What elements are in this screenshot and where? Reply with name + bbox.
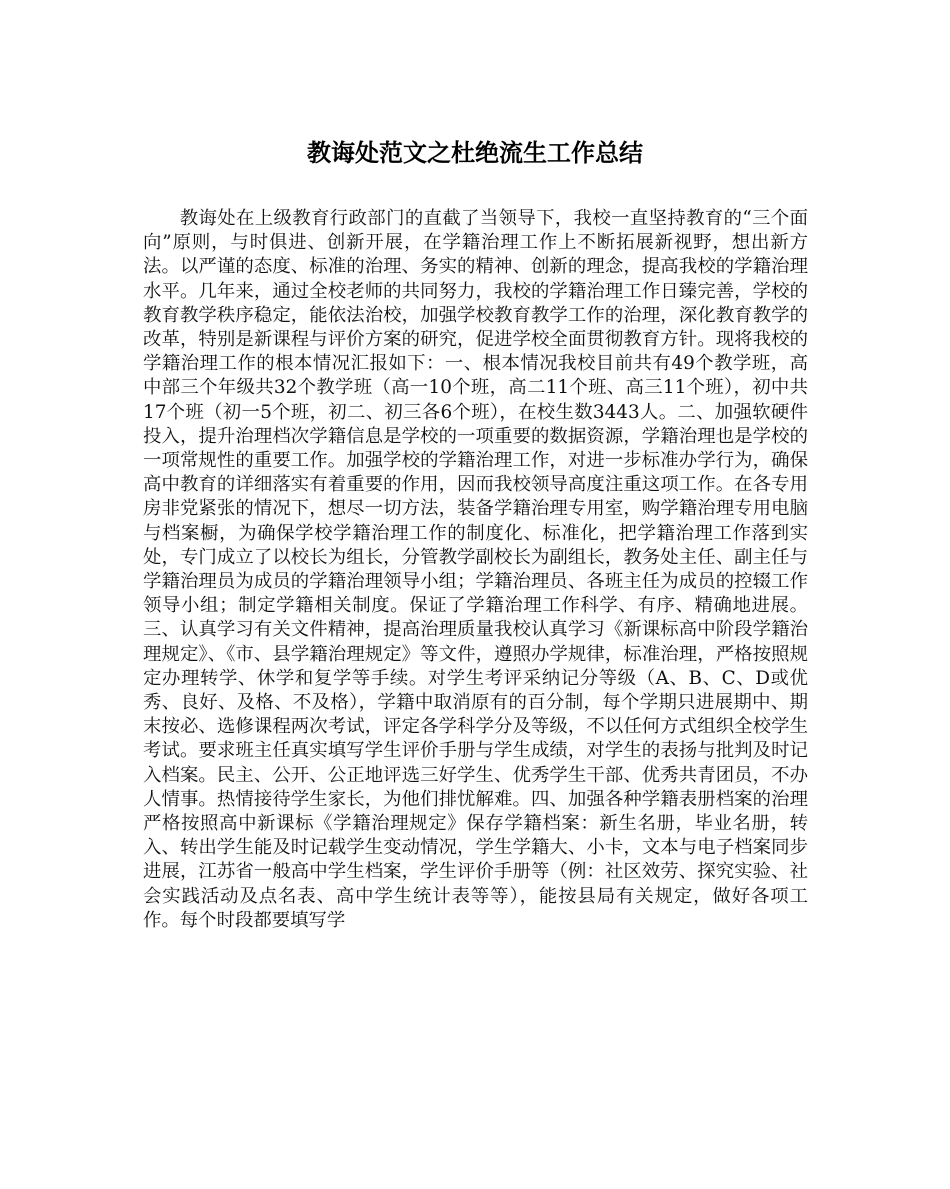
- document-title: 教诲处范文之杜绝流生工作总结: [307, 138, 643, 167]
- document-body-paragraph: 教诲处在上级教育行政部门的直截了当领导下，我校一直坚持教育的“三个面向”原则，与时俱进、创新开展，在学籍治理工作上不断拓展新视野，想出新方法。以严谨的态度、标准的治理、务实的精神、创新的理念，提高我校的学籍治理水平。几年来，通过全校老师的共同努力，我校的学籍治理工作日臻完善，学校的教育教学秩序稳定，能依法治校，加强学校教育教学工作的治理，深化教育教学的改革，特别是新课程与评价方案的研究，促进学校全面贯彻教育方针。现将我校的学籍治理工作的根本情况汇报如下：一、根本情况我校目前共有49个教学班，高中部三个年级共32个教学班（高一10个班，高二11个班、高三11个班），初中共17个班（初一5个班，初二、初三各6个班），在校生数3443人。二、加强软硬件投入，提升治理档次学籍信息是学校的一项重要的数据资源，学籍治理也是学校的一项常规性的重要工作。加强学校的学籍治理工作，对进一步标准办学行为，确保高中教育的详细落实有着重要的作用，因而我校领导高度注重这项工作。在各专用房非党紧张的情况下，想尽一切方法，装备学籍治理专用室，购学籍治理专用电脑与档案橱，为确保学校学籍治理工作的制度化、标准化，把学籍治理工作落到实处，专门成立了以校长为组长，分管教学副校长为副组长，教务处主任、副主任与学籍治理员为成员的学籍治理领导小组；学籍治理员、各班主任为成员的控辍工作领导小组；制定学籍相关制度。保证了学籍治理工作科学、有序、精确地进展。三、认真学习有关文件精神，提高治理质量我校认真学习《新课标高中阶段学籍治理规定》、《市、县学籍治理规定》等文件，遵照办学规律，标准治理，严格按照规定办理转学、休学和复学等手续。对学生考评采纳记分等级（A、B、C、D或优秀、良好、及格、不及格），学籍中取消原有的百分制，每个学期只进展期中、期末按必、选修课程两次考试，评定各学科学分及等级，不以任何方式组织全校学生考试。要求班主任真实填写学生评价手册与学生成绩，对学生的表扬与批判及时记入档案。民主、公开、公正地评选三好学生、优秀学生干部、优秀共青团员，不办人情事。热情接待学生家长，为他们排忧解难。四、加强各种学籍表册档案的治理严格按照高中新课标《学籍治理规定》保存学籍档案：新生名册，毕业名册，转入、转出学生能及时记载学生变动情况，学生学籍大、小卡，文本与电子档案同步进展，江苏省一般高中学生档案，学生评价手册等（例：社区效劳、探究实验、社会实践活动及点名表、高中学生统计表等等），能按县局有关规定，做好各项工作。每个时段都要填写学: [143, 208, 808, 931]
